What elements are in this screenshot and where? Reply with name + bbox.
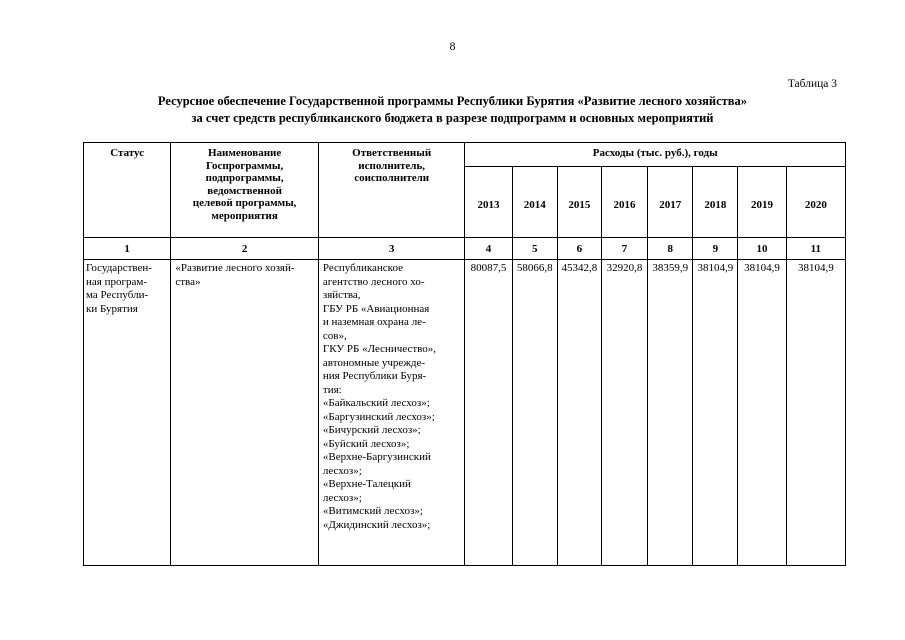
header-year-2018: 2018	[693, 167, 738, 238]
header-year-2020: 2020	[786, 167, 845, 238]
column-number: 9	[693, 238, 738, 260]
row-executor: Республиканское агентство лесного хо- зяйства, ГБУ РБ «Авиационная и наземная охрана ле- сов», ГКУ РБ «Лесничество», автономные учрежде- ния Республики Буря- тия: «Байкальский лесхоз»; «Баргузинский лесхоз»; «Бичурский лесхоз»; «Буйский лесхоз»; «Верхне-Баргузинский лесхоз»; «Верхне-Талецкий лесхоз»; «Витимский лесхоз»; «Джидинский лесхоз»;	[318, 260, 465, 566]
table-row	[84, 260, 846, 566]
header-year-2019: 2019	[738, 167, 786, 238]
column-number: 1	[84, 238, 171, 260]
value-2019: 38104,9	[738, 260, 786, 566]
column-number: 6	[557, 238, 601, 260]
column-number: 5	[512, 238, 557, 260]
header-name: Наименование Госпрограммы, подпрограммы, ведомственной целевой программы, мероприятия	[171, 143, 319, 238]
value-2016: 32920,8	[601, 260, 647, 566]
value-2014: 58066,8	[512, 260, 557, 566]
column-number: 11	[786, 238, 845, 260]
column-number: 3	[318, 238, 465, 260]
column-number: 10	[738, 238, 786, 260]
title-line-2: за счет средств республиканского бюджета в разрезе подпрограмм и основных мероприятий	[191, 111, 714, 125]
row-status: Государствен- ная програм- ма Республи- ки Бурятия	[84, 260, 171, 566]
header-year-2015: 2015	[557, 167, 601, 238]
header-year-2013: 2013	[465, 167, 512, 238]
header-year-2016: 2016	[601, 167, 647, 238]
value-2015: 45342,8	[557, 260, 601, 566]
column-number: 2	[171, 238, 319, 260]
title-line-1: Ресурсное обеспечение Государственной программы Республики Бурятия «Развитие лесного хозяйства»	[157, 94, 748, 108]
header-year-2017: 2017	[648, 167, 693, 238]
resource-table	[83, 142, 846, 566]
page-number: 8	[449, 39, 456, 53]
column-number: 8	[648, 238, 693, 260]
document-title	[0, 93, 905, 127]
header-year-2014: 2014	[512, 167, 557, 238]
header-expenses: Расходы (тыс. руб.), годы	[465, 143, 846, 167]
value-2013: 80087,5	[465, 260, 512, 566]
header-executor: Ответственный исполнитель, соисполнители	[318, 143, 465, 238]
table-label: Таблица 3	[787, 78, 837, 90]
column-number: 7	[601, 238, 647, 260]
value-2018: 38104,9	[693, 260, 738, 566]
row-name: «Развитие лесного хозяй- ства»	[171, 260, 319, 566]
value-2017: 38359,9	[648, 260, 693, 566]
value-2020: 38104,9	[786, 260, 845, 566]
column-number: 4	[465, 238, 512, 260]
header-status: Статус	[84, 143, 171, 238]
